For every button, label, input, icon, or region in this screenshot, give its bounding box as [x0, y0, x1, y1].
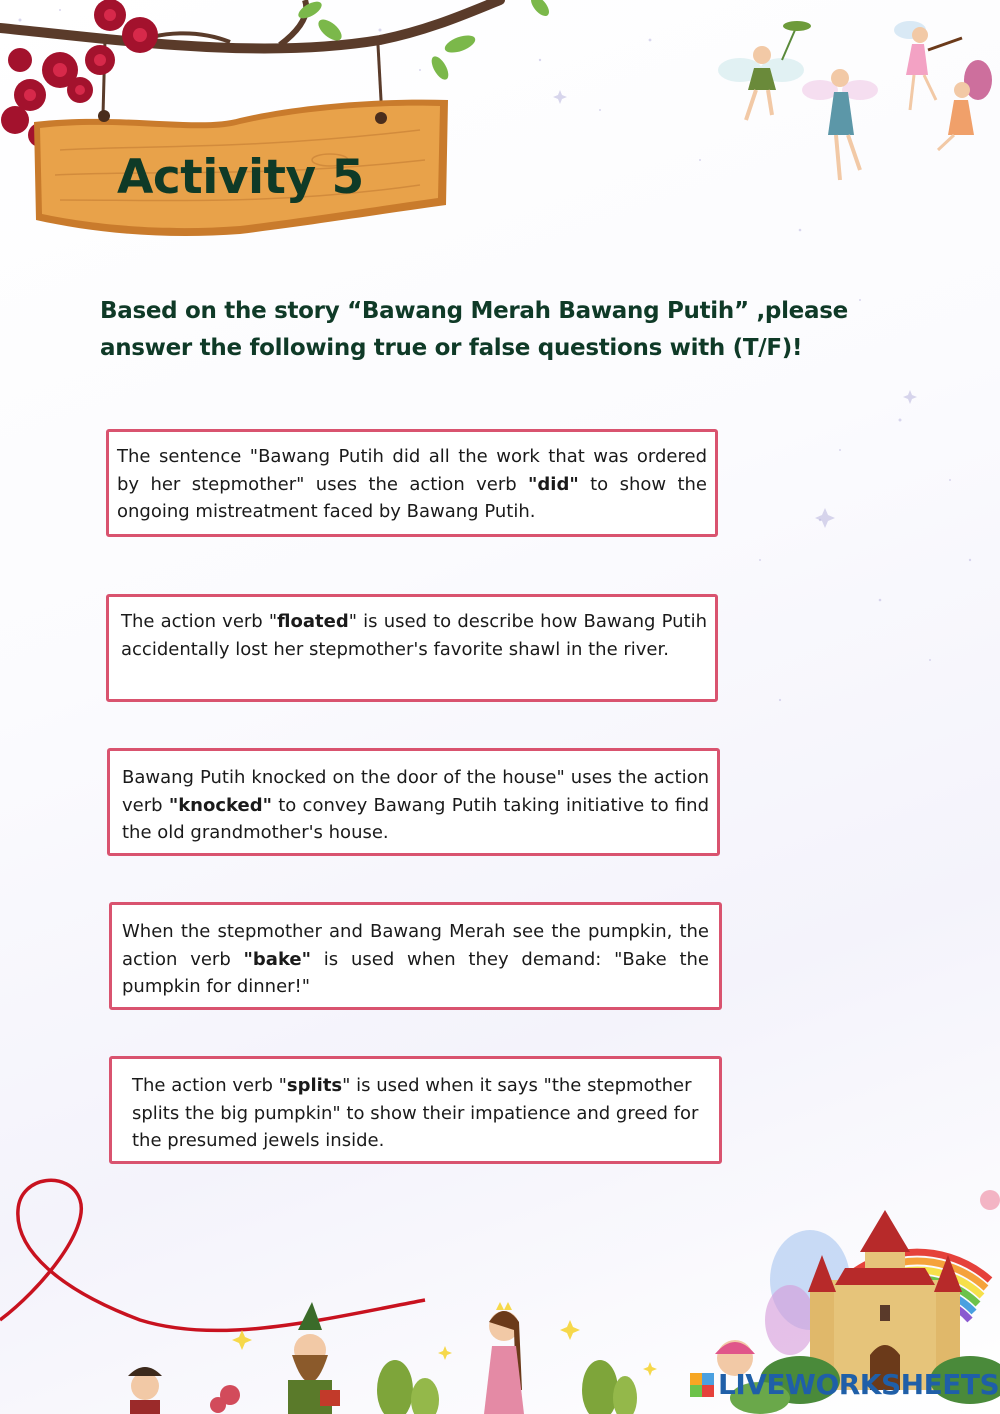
instructions: Based on the story “Bawang Merah Bawang Putih” ,please answer the following true or false questions with (T/F)! [100, 298, 848, 361]
question-5-line3: the presumed jewels inside. [132, 1130, 385, 1152]
liveworksheets-brand [690, 1368, 999, 1401]
question-3-before: Bawang Putih knocked on the door of the house" uses the action verb [122, 767, 709, 816]
question-2-text [121, 608, 707, 663]
question-4-after: is used when they demand: "Bake the pumpkin for dinner!" [122, 948, 709, 998]
question-box-2 [106, 594, 718, 702]
question-1-verb: "did" [528, 473, 579, 495]
question-1-text [117, 443, 707, 526]
question-1-before: The sentence "Bawang Putih did all the work that was ordered by her stepmother" uses the action verb [117, 446, 707, 495]
question-5-line2: splits the big pumpkin" to show their impatience and greed for [132, 1102, 699, 1124]
question-2-after: " is used to describe how Bawang Putih accidentally lost her stepmother's favorite shawl in the river. [121, 611, 707, 660]
liveworksheets-logo-icon [690, 1373, 714, 1397]
question-5-verb: splits [286, 1075, 343, 1096]
question-5-line1-after: " is used when it says "the stepmother [342, 1075, 692, 1096]
question-5-text [132, 1072, 722, 1155]
question-box-1 [106, 429, 718, 537]
question-3-text [122, 764, 709, 847]
brand-text: LIVEWORKSHEETS [718, 1368, 1000, 1401]
question-4-verb: "bake" [243, 948, 312, 970]
question-3-after: to convey Bawang Putih taking initiative to find the old grandmother's house. [122, 794, 709, 844]
question-4-before: When the stepmother and Bawang Merah see the pumpkin, the action verb [122, 921, 709, 970]
question-box-3 [107, 748, 720, 856]
question-box-4 [109, 902, 722, 1010]
question-2-verb: floated [277, 611, 349, 632]
story-characters-illustration [0, 1150, 700, 1414]
fairies-illustration [700, 0, 1000, 200]
question-3-verb: "knocked" [168, 794, 272, 816]
wooden-sign [0, 0, 470, 250]
activity-title: Activity 5 [117, 150, 364, 205]
question-4-text [122, 918, 709, 1001]
question-1-after: to show the ongoing mistreatment faced by Bawang Putih. [117, 473, 708, 523]
question-2-before: The action verb " [121, 611, 278, 632]
question-box-5 [109, 1056, 722, 1164]
question-5-line1-before: The action verb " [132, 1075, 287, 1096]
